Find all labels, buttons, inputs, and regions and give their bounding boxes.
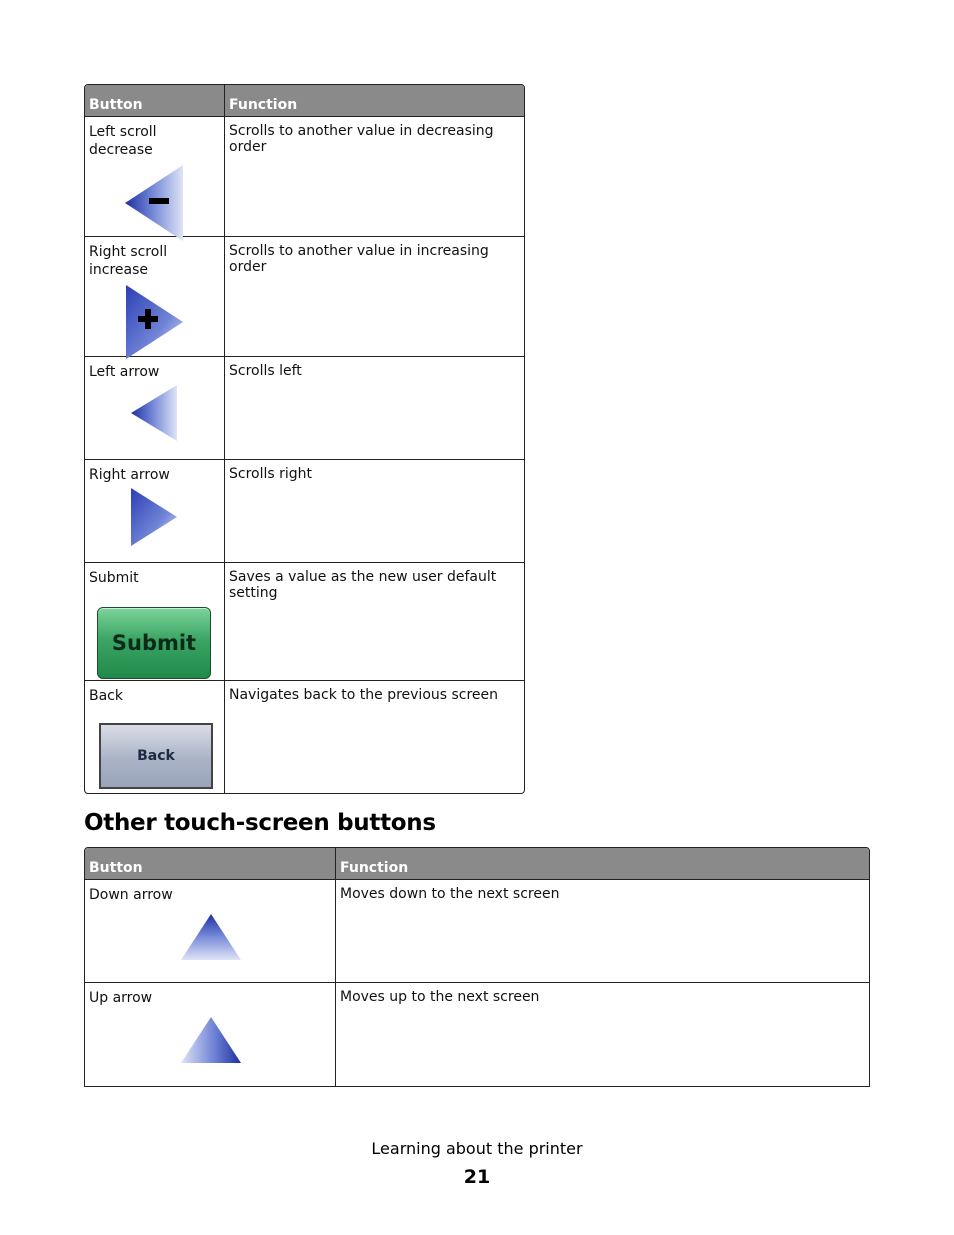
function-cell: Scrolls to another value in decreasing order xyxy=(225,117,524,237)
button-function-table xyxy=(84,84,525,794)
table-row xyxy=(85,357,524,460)
function-cell: Scrolls to another value in increasing order xyxy=(225,237,524,357)
table-row xyxy=(85,563,524,681)
button-cell xyxy=(85,983,336,1086)
button-name: Left scroll decrease xyxy=(89,124,157,158)
section-heading: Other touch-screen buttons xyxy=(84,810,436,836)
footer-text: Learning about the printer xyxy=(371,1139,583,1158)
button-name: Left arrow xyxy=(89,364,160,380)
button-name: Submit xyxy=(89,570,139,586)
page-number: 21 xyxy=(463,1166,491,1188)
table-row xyxy=(85,880,869,983)
button-cell xyxy=(85,681,225,793)
function-cell: Moves down to the next screen xyxy=(336,880,869,983)
table-row xyxy=(85,237,524,357)
button-name: Down arrow xyxy=(89,887,173,903)
button-name: Back xyxy=(89,688,123,704)
table-row xyxy=(85,460,524,563)
other-buttons-table xyxy=(84,847,870,1087)
function-cell: Saves a value as the new user default setting xyxy=(225,563,524,681)
function-cell: Navigates back to the previous screen xyxy=(229,687,499,703)
button-name: Right arrow xyxy=(89,467,170,483)
header-function: Function xyxy=(336,848,869,880)
button-name: Up arrow xyxy=(89,990,153,1006)
header-button: Button xyxy=(85,85,225,117)
header-function: Function xyxy=(225,85,524,117)
function-cell: Scrolls right xyxy=(225,460,524,563)
table-row xyxy=(85,681,524,793)
table-row xyxy=(85,983,869,1086)
button-cell xyxy=(85,880,336,983)
button-name: Right scroll increase xyxy=(89,244,168,278)
button-cell xyxy=(85,237,225,357)
table-header-row xyxy=(85,85,524,117)
function-cell: Moves up to the next screen xyxy=(340,989,540,1005)
submit-button-label: Submit xyxy=(97,607,211,679)
table-header-row xyxy=(85,848,869,880)
back-button-label: Back xyxy=(99,723,213,789)
table-row xyxy=(85,117,524,237)
header-button: Button xyxy=(85,848,336,880)
button-cell xyxy=(85,563,225,681)
button-cell xyxy=(85,357,225,460)
button-cell xyxy=(85,460,225,563)
function-cell: Scrolls left xyxy=(225,357,524,460)
button-cell xyxy=(85,117,225,237)
